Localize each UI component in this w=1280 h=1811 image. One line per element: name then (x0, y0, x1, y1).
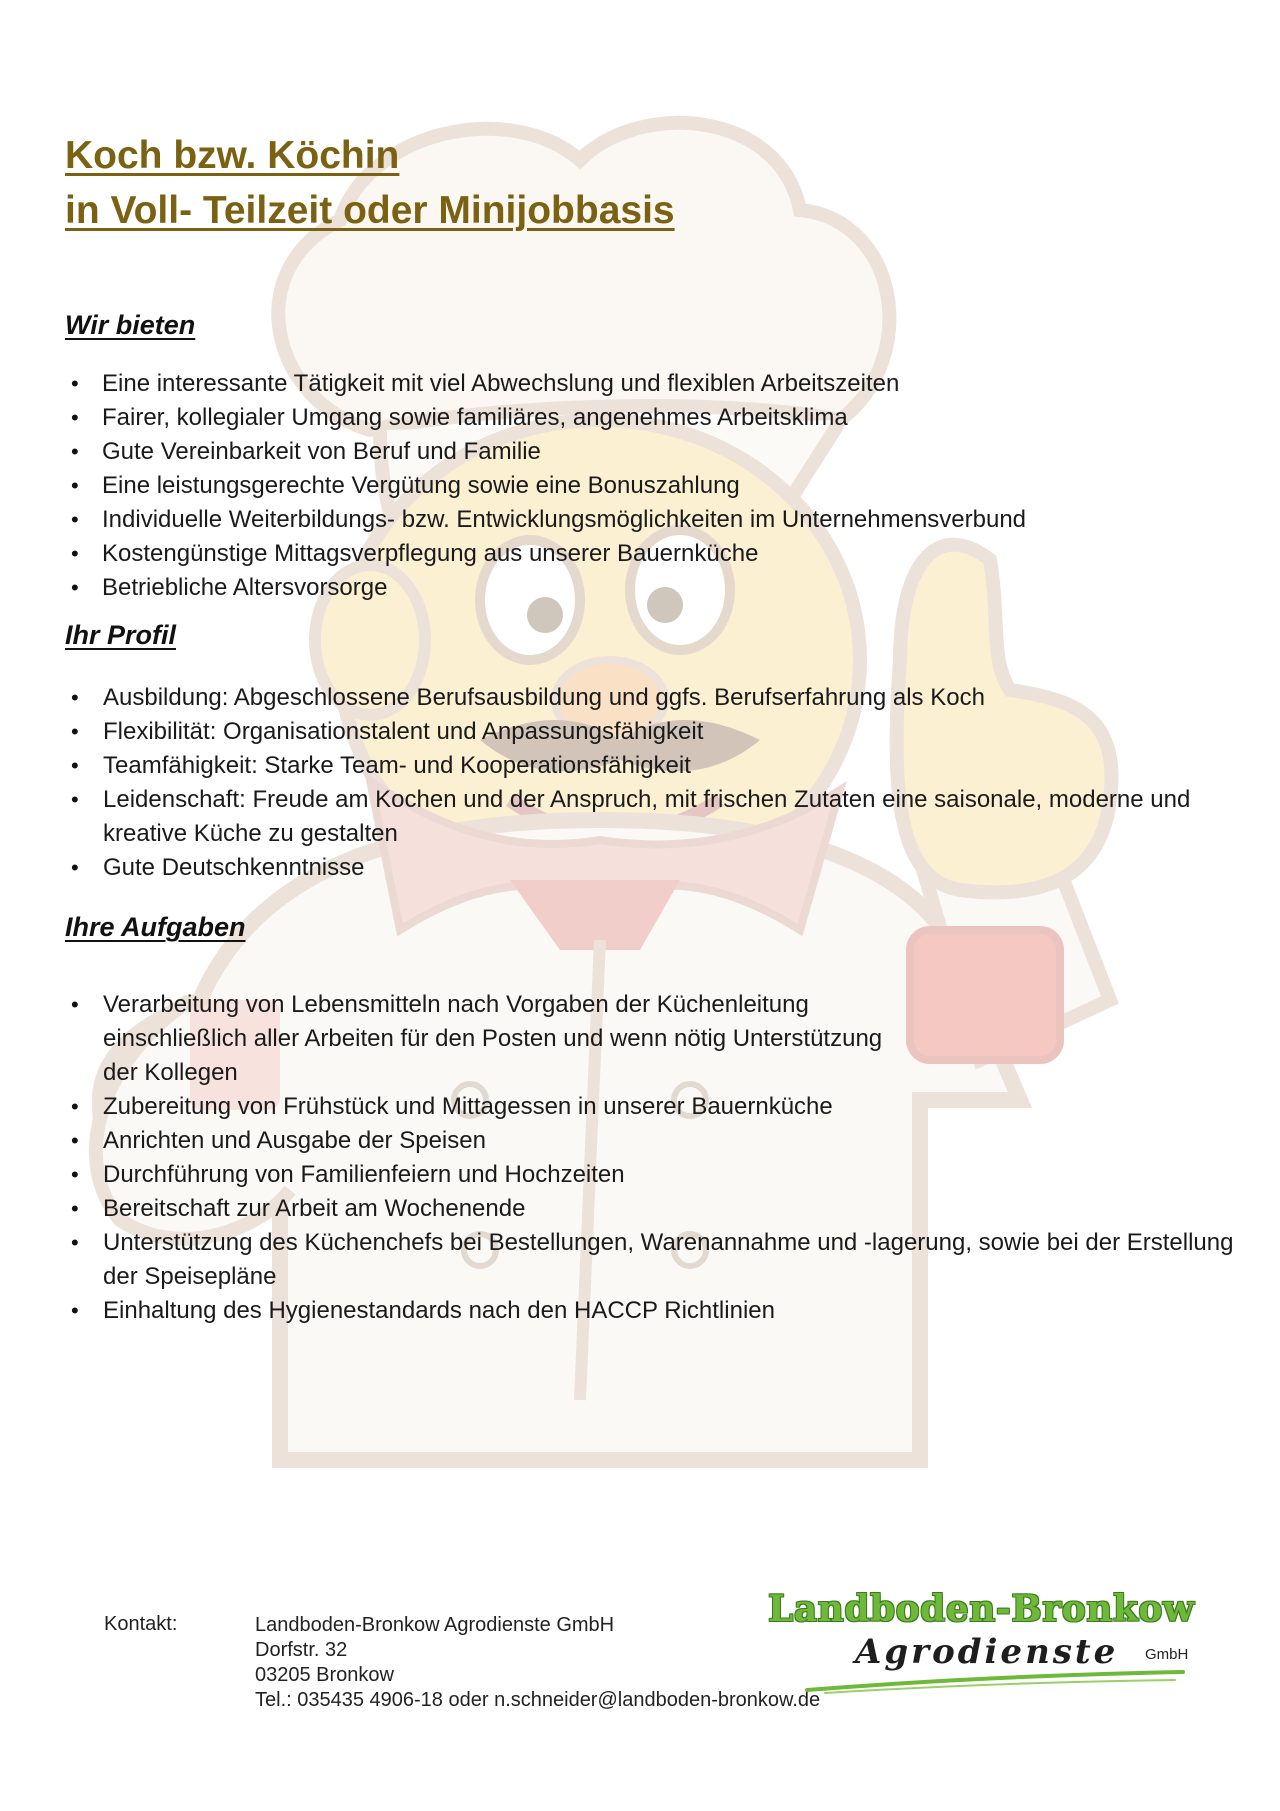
task-item: • Unterstützung des Küchenchefs bei Bestellungen, Warenannahme und -lagerung, sowie bei der Erstellung der Speisepläne (65, 1226, 1245, 1294)
task-item: • Anrichten und Ausgabe der Speisen (65, 1124, 1245, 1158)
benefit-item: • Betriebliche Altersvorsorge (65, 571, 1195, 605)
profile-item: • Teamfähigkeit: Starke Team- und Kooperationsfähigkeit (65, 749, 1245, 783)
benefit-item: • Gute Vereinbarkeit von Beruf und Familie (65, 435, 1195, 469)
profile-item: • Leidenschaft: Freude am Kochen und der Anspruch, mit frischen Zutaten eine saisonale, moderne und kreative Küche zu gestalten (65, 783, 1245, 851)
benefit-item: • Eine leistungsgerechte Vergütung sowie eine Bonuszahlung (65, 469, 1195, 503)
task-item: • Einhaltung des Hygienestandards nach den HACCP Richtlinien (65, 1294, 1245, 1328)
company-logo (760, 1588, 1220, 1698)
job-title-line2: in Voll- Teilzeit oder Minijobbasis (65, 189, 675, 232)
profile-item: • Flexibilität: Organisationstalent und Anpassungsfähigkeit (65, 715, 1245, 749)
contact-city: 03205 Bronkow (255, 1664, 394, 1686)
profile-list (65, 681, 1245, 885)
task-item: • Verarbeitung von Lebensmitteln nach Vorgaben der Küchenleitung einschließlich aller Arbeiten für den Posten und wenn nötig Unterstützung der Kollegen (65, 988, 1245, 1090)
task-item: • Zubereitung von Frühstück und Mittagessen in unserer Bauernküche (65, 1090, 1245, 1124)
task-item: • Durchführung von Familienfeiern und Hochzeiten (65, 1158, 1245, 1192)
section-heading-ihr-profil: Ihr Profil (65, 620, 177, 650)
benefit-item: • Eine interessante Tätigkeit mit viel Abwechslung und flexiblen Arbeitszeiten (65, 367, 1195, 401)
contact-details (255, 1613, 820, 1713)
benefit-item: • Kostengünstige Mittagsverpflegung aus unserer Bauernküche (65, 537, 1195, 571)
logo-swoosh-icon (805, 1670, 1185, 1694)
logo-text-gmbh: GmbH (1145, 1646, 1189, 1663)
section-heading-wir-bieten: Wir bieten (65, 310, 196, 340)
contact-street: Dorfstr. 32 (255, 1639, 348, 1661)
task-item: • Bereitschaft zur Arbeit am Wochenende (65, 1192, 1245, 1226)
logo-text-agrodienste: Agrodienste (855, 1632, 1119, 1672)
job-title (65, 128, 965, 238)
tasks-list (65, 988, 1245, 1328)
benefit-item: • Fairer, kollegialer Umgang sowie familiäres, angenehmes Arbeitsklima (65, 401, 1195, 435)
contact-phone-email: Tel.: 035435 4906-18 oder n.schneider@landboden-bronkow.de (255, 1689, 821, 1711)
section-heading-ihre-aufgaben: Ihre Aufgaben (65, 912, 246, 942)
job-title-line1: Koch bzw. Köchin (65, 134, 400, 177)
contact-label: Kontakt: (104, 1613, 178, 1635)
benefits-list (65, 367, 1195, 605)
logo-text-landboden: Landboden-Bronkow (768, 1588, 1195, 1630)
profile-item: • Gute Deutschkenntnisse (65, 851, 1245, 885)
contact-company: Landboden-Bronkow Agrodienste GmbH (255, 1614, 615, 1636)
benefit-item: • Individuelle Weiterbildungs- bzw. Entwicklungsmöglichkeiten im Unternehmensverbund (65, 503, 1195, 537)
profile-item: • Ausbildung: Abgeschlossene Berufsausbildung und ggfs. Berufserfahrung als Koch (65, 681, 1245, 715)
